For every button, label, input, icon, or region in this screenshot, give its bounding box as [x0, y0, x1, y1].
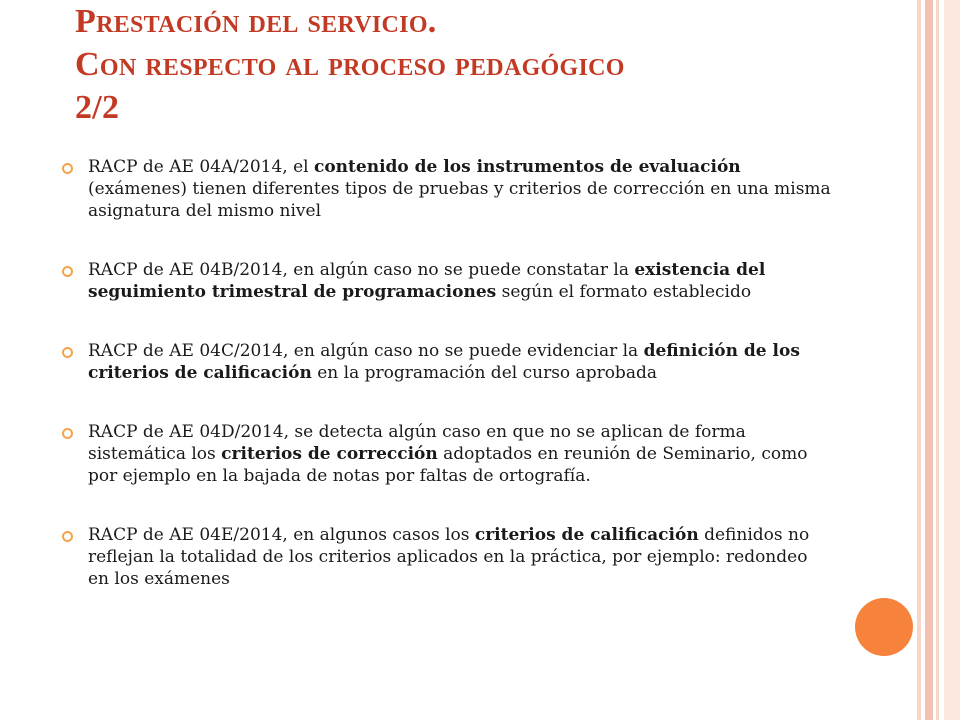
side-stripe [944, 0, 960, 720]
side-stripe [925, 0, 933, 720]
bullet-text: RACP de AE 04E/2014, en algunos casos los [88, 525, 475, 545]
bullet-item [62, 421, 832, 487]
bullet-bold-text: contenido de los instrumentos de evaluación [313, 157, 741, 177]
bullet-marker-icon [62, 266, 73, 277]
bullet-text: (exámenes) tienen diferentes tipos de pruebas y criterios de corrección en una misma asignatura del mismo nivel [88, 179, 831, 221]
bullet-marker-icon [62, 163, 73, 174]
bullet-text: RACP de AE 04A/2014, el [88, 157, 314, 177]
bullet-bold-text: criterios de corrección [221, 444, 438, 464]
bullet-text: adoptados en reunión de Seminario, como por ejemplo en la bajada de notas por faltas de ortografía. [88, 444, 808, 486]
bullet-text: RACP de AE 04B/2014, en algún caso no se puede constatar la [88, 260, 635, 280]
bullet-list [62, 156, 832, 627]
bullet-bold-text: definición de los criterios de calificación [88, 341, 800, 383]
bullet-item [62, 524, 832, 590]
accent-circle [855, 598, 913, 656]
bullet-bold-text: criterios de calificación [474, 525, 699, 545]
title-line-1: Prestación del servicio. [75, 3, 437, 40]
title-line-3: 2/2 [75, 89, 120, 126]
bullet-item [62, 340, 832, 384]
bullet-item [62, 259, 832, 303]
bullet-text: en la programación del curso aprobada [311, 363, 657, 383]
bullet-item [62, 156, 832, 222]
title-line-2: Con respecto al proceso pedagógico [75, 46, 625, 83]
bullet-marker-icon [62, 428, 73, 439]
bullet-text: RACP de AE 04D/2014, se detecta algún caso en que no se aplican de forma sistemática los [88, 422, 746, 464]
bullet-bold-text: existencia del seguimiento trimestral de programaciones [88, 260, 766, 302]
bullet-marker-icon [62, 347, 73, 358]
side-stripe [917, 0, 921, 720]
bullet-text: según el formato establecido [496, 282, 752, 302]
bullet-marker-icon [62, 531, 73, 542]
bullet-text: definidos no reflejan la totalidad de los criterios aplicados en la práctica, por ejemplo: redondeo en los exámenes [88, 525, 810, 589]
slide-title [75, 0, 855, 129]
bullet-text: RACP de AE 04C/2014, en algún caso no se puede evidenciar la [88, 341, 644, 361]
side-stripe [936, 0, 939, 720]
